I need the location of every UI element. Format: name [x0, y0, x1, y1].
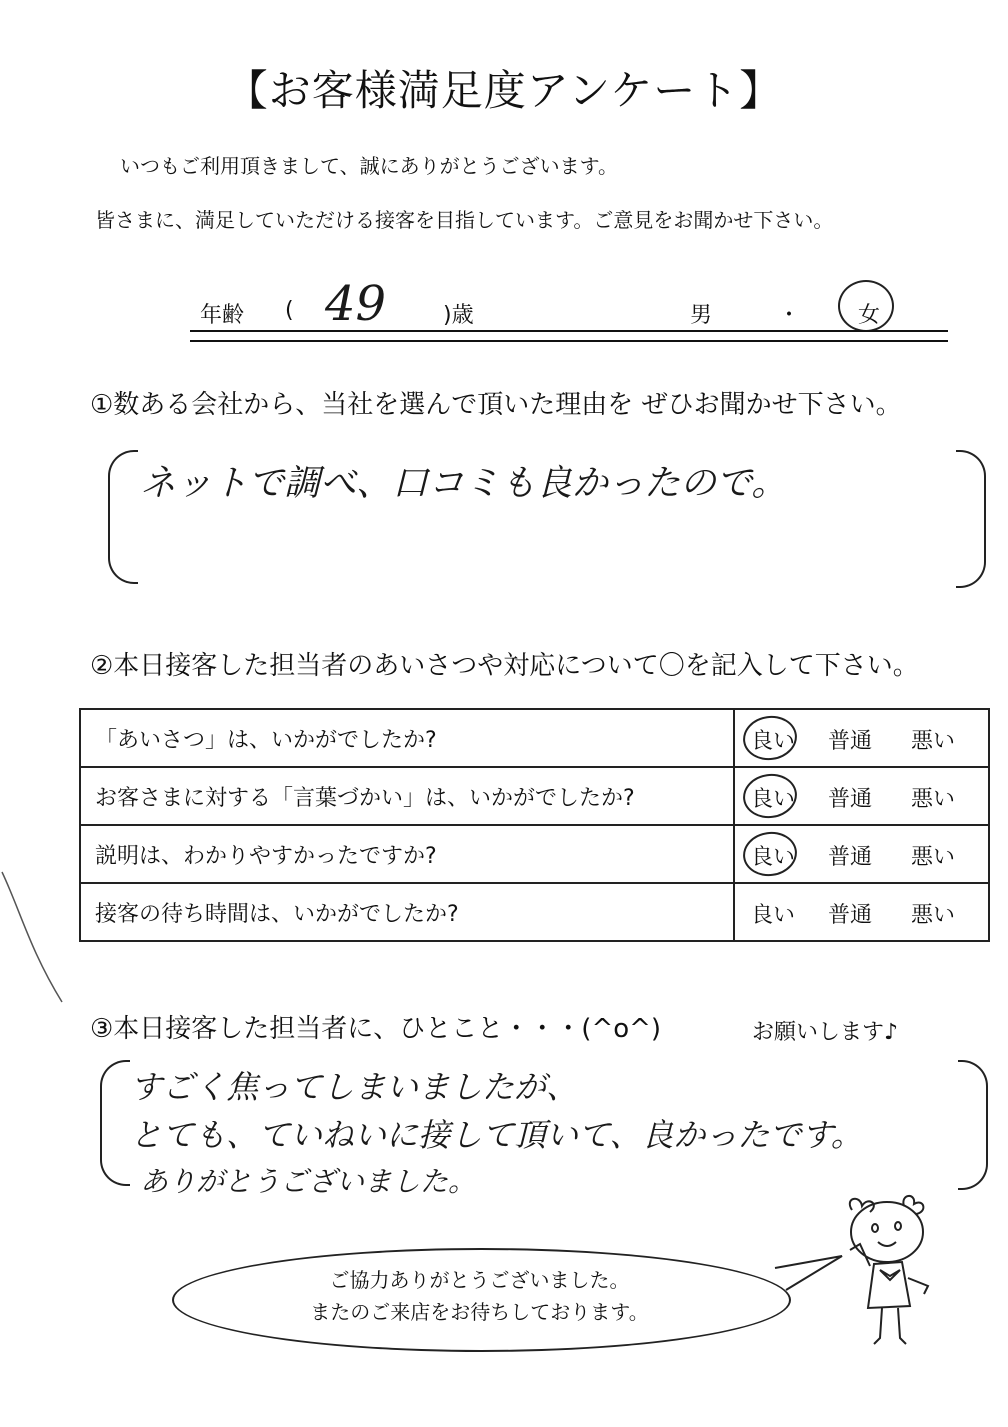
table-row [80, 825, 989, 883]
q3-answer-line-3[interactable]: ありがとうございました。 [140, 1165, 477, 1198]
rating-choices [734, 767, 989, 825]
option-good[interactable]: 良い [751, 787, 796, 812]
option-average[interactable]: 普通 [828, 903, 873, 928]
rating-question: 「あいさつ」は、いかがでしたか? [80, 709, 734, 767]
q1-bracket-right [956, 450, 986, 588]
table-row [80, 883, 989, 941]
gender-separator: ・ [778, 303, 801, 328]
rating-question: お客さまに対する「言葉づかい」は、いかがでしたか? [80, 767, 734, 825]
q3-request: お願いします♪ [752, 1020, 899, 1045]
option-bad[interactable]: 悪い [911, 729, 956, 754]
mascot-illustration [830, 1188, 950, 1358]
intro-line-1: いつもご利用頂きまして、誠にありがとうございます。 [120, 154, 618, 178]
rating-table [79, 708, 990, 942]
option-bad[interactable]: 悪い [911, 903, 956, 928]
age-underline [190, 330, 948, 342]
gender-male[interactable]: 男 [690, 303, 713, 328]
q1-question: ①数ある会社から、当社を選んで頂いた理由を ぜひお聞かせ下さい。 [90, 390, 902, 420]
age-value[interactable]: 49 [325, 276, 387, 332]
option-good[interactable]: 良い [751, 729, 796, 754]
rating-choices [734, 883, 989, 941]
scan-edge-mark [0, 870, 70, 1010]
age-close-label: )歳 [443, 303, 474, 328]
q3-answer-line-2[interactable]: とても、ていねいに接して頂いて、良かったです。 [130, 1116, 863, 1154]
intro-line-2: 皆さまに、満足していただける接客を目指しています。ご意見をお聞かせ下さい。 [95, 208, 834, 232]
rating-choices [734, 709, 989, 767]
gender-female[interactable]: 女 [858, 303, 881, 328]
q1-bracket-left [108, 450, 138, 584]
rating-question: 接客の待ち時間は、いかがでしたか? [80, 883, 734, 941]
table-row [80, 767, 989, 825]
q2-question: ②本日接客した担当者のあいさつや対応について〇を記入して下さい。 [90, 651, 919, 681]
q1-answer[interactable]: ネットで調べ、口コミも良かったので。 [140, 463, 788, 504]
option-good[interactable]: 良い [751, 845, 796, 870]
rating-question: 説明は、わかりやすかったですか? [80, 825, 734, 883]
age-label: 年齢 [200, 303, 245, 328]
option-average[interactable]: 普通 [828, 729, 873, 754]
female-selected-circle [838, 280, 894, 332]
rating-choices [734, 825, 989, 883]
option-average[interactable]: 普通 [828, 845, 873, 870]
option-average[interactable]: 普通 [828, 787, 873, 812]
option-bad[interactable]: 悪い [911, 845, 956, 870]
table-row [80, 709, 989, 767]
option-good[interactable]: 良い [751, 903, 796, 928]
q3-answer-line-1[interactable]: すごく焦ってしまいましたが、 [130, 1068, 579, 1106]
q3-bracket-right [958, 1060, 988, 1190]
q3-bracket-left [100, 1060, 130, 1186]
closing-line-1: ご協力ありがとうございました。 [329, 1268, 630, 1292]
age-open-paren: ( [285, 298, 294, 323]
closing-line-2: またのご来店をお待ちしております。 [310, 1300, 649, 1324]
page-title: 【お客様満足度アンケート】 [225, 66, 783, 115]
q3-question: ③本日接客した担当者に、ひとこと・・・(^o^) [90, 1014, 662, 1044]
option-bad[interactable]: 悪い [911, 787, 956, 812]
